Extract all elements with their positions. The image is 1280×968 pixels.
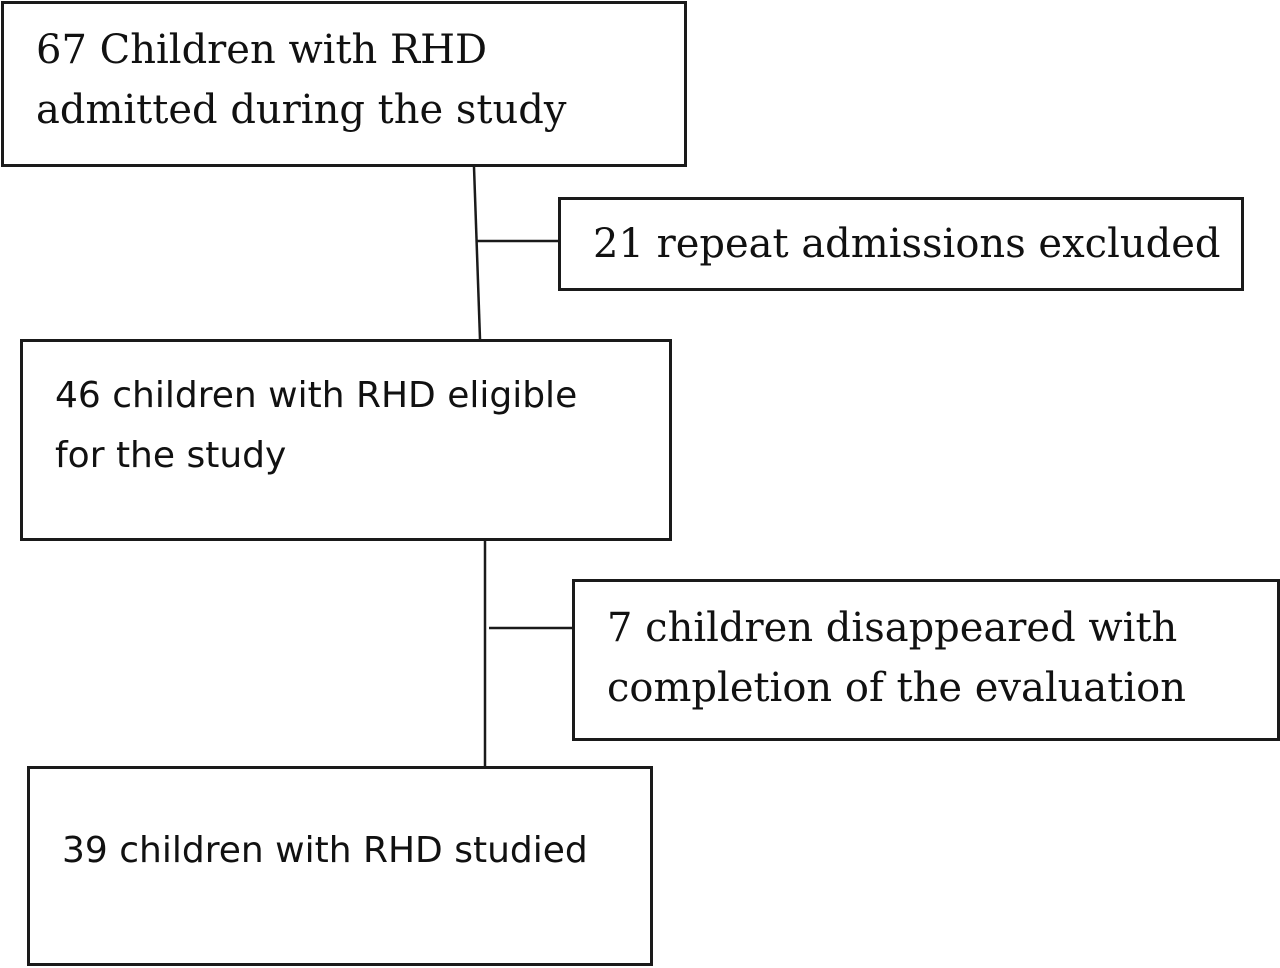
box-disappeared-text: 7 children disappeared with completion of the evaluation — [607, 605, 1186, 711]
connector-admitted-to-eligible — [474, 167, 480, 339]
box-disappeared — [572, 579, 1280, 741]
box-excluded-text: 21 repeat admissions excluded — [593, 221, 1221, 267]
box-excluded — [558, 197, 1244, 291]
box-eligible — [20, 339, 672, 541]
box-admitted — [1, 1, 687, 167]
box-studied-text: 39 children with RHD studied — [62, 830, 588, 871]
box-admitted-text: 67 Children with RHD admitted during the study — [36, 27, 567, 133]
box-eligible-text: 46 children with RHD eligible for the study — [55, 375, 578, 476]
box-studied — [27, 766, 653, 966]
